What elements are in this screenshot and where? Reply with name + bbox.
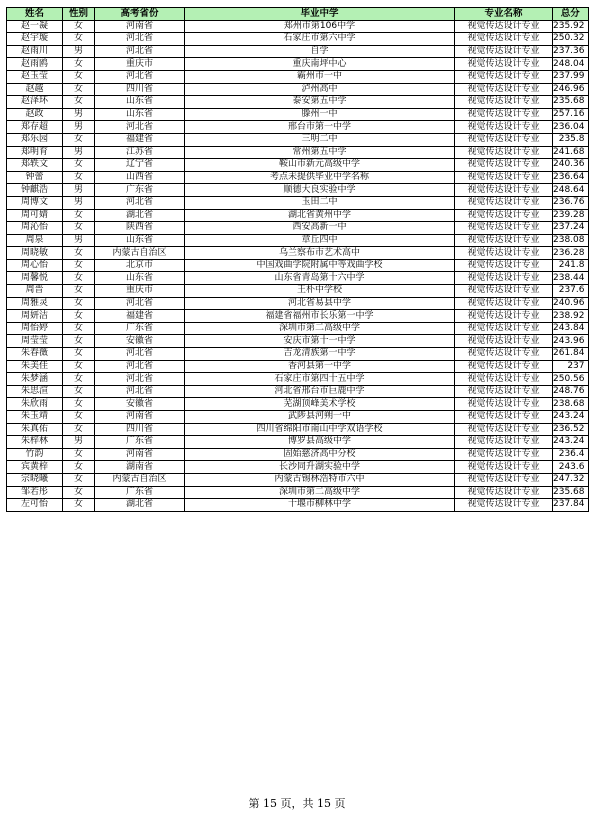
cell-province: 河北省 <box>95 70 185 83</box>
cell-major: 视觉传达设计专业 <box>455 159 553 172</box>
cell-province: 北京市 <box>95 259 185 272</box>
cell-province: 广东省 <box>95 436 185 449</box>
cell-school: 博罗县高级中学 <box>185 436 455 449</box>
cell-school: 西安高新一中 <box>185 222 455 235</box>
table-row <box>7 133 589 146</box>
table-row <box>7 398 589 411</box>
cell-name: 宗晓曦 <box>7 473 63 486</box>
table-row <box>7 108 589 121</box>
cell-gender: 女 <box>63 171 95 184</box>
cell-score: 241.8 <box>553 259 589 272</box>
cell-name: 朱春薇 <box>7 348 63 361</box>
cell-gender: 男 <box>63 108 95 121</box>
cell-school: 芜湖顶峰美术学校 <box>185 398 455 411</box>
cell-school: 常州第五中学 <box>185 146 455 159</box>
cell-score: 236.76 <box>553 196 589 209</box>
cell-major: 视觉传达设计专业 <box>455 184 553 197</box>
cell-name: 周博文 <box>7 196 63 209</box>
cell-score: 238.08 <box>553 234 589 247</box>
cell-score: 238.44 <box>553 272 589 285</box>
cell-gender: 女 <box>63 473 95 486</box>
cell-school: 四川省绵阳市南山中学双语学校 <box>185 423 455 436</box>
cell-gender: 女 <box>63 209 95 222</box>
cell-province: 河北省 <box>95 373 185 386</box>
cell-name: 周晋 <box>7 285 63 298</box>
cell-school: 自学 <box>185 45 455 58</box>
header-province: 高考省份 <box>95 8 185 21</box>
cell-gender: 女 <box>63 58 95 71</box>
cell-score: 250.56 <box>553 373 589 386</box>
table-row <box>7 499 589 512</box>
cell-name: 朱美佳 <box>7 360 63 373</box>
cell-province: 重庆市 <box>95 285 185 298</box>
cell-gender: 男 <box>63 146 95 159</box>
cell-school: 山东省青岛第十六中学 <box>185 272 455 285</box>
table-row <box>7 20 589 33</box>
cell-gender: 女 <box>63 20 95 33</box>
table-row <box>7 222 589 235</box>
cell-name: 钟蕾 <box>7 171 63 184</box>
cell-province: 福建省 <box>95 310 185 323</box>
cell-name: 赵越 <box>7 83 63 96</box>
cell-score: 240.36 <box>553 159 589 172</box>
cell-province: 湖北省 <box>95 499 185 512</box>
cell-score: 237.99 <box>553 70 589 83</box>
cell-name: 郑存超 <box>7 121 63 134</box>
cell-school: 鞍山市新元高级中学 <box>185 159 455 172</box>
cell-score: 248.04 <box>553 58 589 71</box>
table-row <box>7 473 589 486</box>
cell-school: 石家庄市第六中学 <box>185 33 455 46</box>
cell-major: 视觉传达设计专业 <box>455 385 553 398</box>
cell-province: 山东省 <box>95 108 185 121</box>
cell-school: 邢台市第一中学 <box>185 121 455 134</box>
cell-school: 顺德大良实验中学 <box>185 184 455 197</box>
cell-province: 河北省 <box>95 121 185 134</box>
cell-major: 视觉传达设计专业 <box>455 234 553 247</box>
cell-gender: 女 <box>63 373 95 386</box>
cell-name: 朱玉靖 <box>7 411 63 424</box>
cell-province: 广东省 <box>95 322 185 335</box>
cell-province: 山东省 <box>95 272 185 285</box>
cell-score: 236.04 <box>553 121 589 134</box>
cell-province: 广东省 <box>95 184 185 197</box>
cell-name: 周沁怡 <box>7 222 63 235</box>
cell-major: 视觉传达设计专业 <box>455 285 553 298</box>
table-row <box>7 486 589 499</box>
cell-gender: 女 <box>63 247 95 260</box>
table-row <box>7 348 589 361</box>
cell-gender: 女 <box>63 33 95 46</box>
cell-gender: 女 <box>63 222 95 235</box>
cell-school: 王朴中学校 <box>185 285 455 298</box>
cell-score: 246.96 <box>553 83 589 96</box>
cell-school: 固始慈济高中分校 <box>185 448 455 461</box>
cell-score: 257.16 <box>553 108 589 121</box>
cell-name: 周心怡 <box>7 259 63 272</box>
cell-gender: 女 <box>63 335 95 348</box>
cell-gender: 女 <box>63 272 95 285</box>
cell-province: 陕西省 <box>95 222 185 235</box>
cell-major: 视觉传达设计专业 <box>455 411 553 424</box>
cell-major: 视觉传达设计专业 <box>455 171 553 184</box>
cell-province: 山东省 <box>95 234 185 247</box>
table-row <box>7 385 589 398</box>
table-row <box>7 96 589 109</box>
cell-gender: 女 <box>63 259 95 272</box>
table-row <box>7 196 589 209</box>
cell-score: 243.84 <box>553 322 589 335</box>
cell-score: 235.8 <box>553 133 589 146</box>
cell-major: 视觉传达设计专业 <box>455 20 553 33</box>
table-row <box>7 436 589 449</box>
cell-province: 河北省 <box>95 196 185 209</box>
cell-major: 视觉传达设计专业 <box>455 209 553 222</box>
cell-name: 钟麒浩 <box>7 184 63 197</box>
cell-school: 长沙同升湖实验中学 <box>185 461 455 474</box>
cell-province: 江苏省 <box>95 146 185 159</box>
cell-school: 深圳市第二高级中学 <box>185 486 455 499</box>
table-row <box>7 33 589 46</box>
cell-school: 安庆市第十一中学 <box>185 335 455 348</box>
cell-name: 周晓敏 <box>7 247 63 260</box>
table-row <box>7 448 589 461</box>
cell-major: 视觉传达设计专业 <box>455 146 553 159</box>
cell-major: 视觉传达设计专业 <box>455 33 553 46</box>
cell-province: 河北省 <box>95 348 185 361</box>
cell-name: 朱思渲 <box>7 385 63 398</box>
cell-score: 237.84 <box>553 499 589 512</box>
cell-name: 赵一凝 <box>7 20 63 33</box>
cell-school: 十堰市柳林中学 <box>185 499 455 512</box>
cell-major: 视觉传达设计专业 <box>455 473 553 486</box>
cell-gender: 女 <box>63 499 95 512</box>
header-school: 毕业中学 <box>185 8 455 21</box>
cell-name: 赵宇璇 <box>7 33 63 46</box>
cell-name: 朱梓林 <box>7 436 63 449</box>
table-row <box>7 121 589 134</box>
table-row <box>7 83 589 96</box>
cell-gender: 女 <box>63 70 95 83</box>
cell-name: 朱欣雨 <box>7 398 63 411</box>
page-footer: 第 15 页，共 15 页 <box>248 797 346 810</box>
cell-score: 236.64 <box>553 171 589 184</box>
cell-major: 视觉传达设计专业 <box>455 247 553 260</box>
cell-gender: 女 <box>63 448 95 461</box>
cell-province: 山东省 <box>95 96 185 109</box>
cell-major: 视觉传达设计专业 <box>455 360 553 373</box>
cell-school: 玉田二中 <box>185 196 455 209</box>
cell-name: 郑轶文 <box>7 159 63 172</box>
cell-score: 235.68 <box>553 486 589 499</box>
cell-major: 视觉传达设计专业 <box>455 196 553 209</box>
table-row <box>7 461 589 474</box>
cell-gender: 女 <box>63 83 95 96</box>
header-name: 姓名 <box>7 8 63 21</box>
cell-province: 四川省 <box>95 423 185 436</box>
cell-gender: 女 <box>63 159 95 172</box>
table-row <box>7 58 589 71</box>
cell-province: 河北省 <box>95 33 185 46</box>
admission-score-table <box>6 7 589 512</box>
cell-name: 周妍洁 <box>7 310 63 323</box>
cell-major: 视觉传达设计专业 <box>455 448 553 461</box>
cell-school: 湖北省黄州中学 <box>185 209 455 222</box>
table-row <box>7 297 589 310</box>
cell-score: 248.64 <box>553 184 589 197</box>
cell-province: 安徽省 <box>95 398 185 411</box>
cell-school: 内蒙古锡林浩特市六中 <box>185 473 455 486</box>
cell-school: 河北省易县中学 <box>185 297 455 310</box>
cell-name: 周怡婷 <box>7 322 63 335</box>
cell-gender: 女 <box>63 461 95 474</box>
cell-name: 竹韵 <box>7 448 63 461</box>
cell-name: 郑明育 <box>7 146 63 159</box>
cell-major: 视觉传达设计专业 <box>455 461 553 474</box>
table-row <box>7 272 589 285</box>
cell-gender: 女 <box>63 133 95 146</box>
cell-name: 赵雨鸥 <box>7 58 63 71</box>
cell-province: 内蒙古自治区 <box>95 247 185 260</box>
cell-major: 视觉传达设计专业 <box>455 272 553 285</box>
cell-school: 福建省福州市长乐第一中学 <box>185 310 455 323</box>
cell-gender: 女 <box>63 423 95 436</box>
table-row <box>7 247 589 260</box>
cell-major: 视觉传达设计专业 <box>455 398 553 411</box>
table-row <box>7 411 589 424</box>
cell-province: 河南省 <box>95 20 185 33</box>
cell-school: 吉龙清族第一中学 <box>185 348 455 361</box>
cell-name: 周馨悦 <box>7 272 63 285</box>
cell-gender: 女 <box>63 96 95 109</box>
cell-gender: 女 <box>63 411 95 424</box>
cell-gender: 女 <box>63 360 95 373</box>
cell-school: 石家庄市第四十五中学 <box>185 373 455 386</box>
table-row <box>7 373 589 386</box>
cell-score: 243.24 <box>553 436 589 449</box>
cell-name: 赵雨川 <box>7 45 63 58</box>
cell-score: 236.52 <box>553 423 589 436</box>
header-major: 专业名称 <box>455 8 553 21</box>
cell-score: 237.6 <box>553 285 589 298</box>
cell-score: 237.24 <box>553 222 589 235</box>
table-row <box>7 360 589 373</box>
cell-province: 安徽省 <box>95 335 185 348</box>
header-row <box>7 8 589 21</box>
cell-school: 深圳市第二高级中学 <box>185 322 455 335</box>
cell-province: 辽宁省 <box>95 159 185 172</box>
table-row <box>7 146 589 159</box>
cell-province: 内蒙古自治区 <box>95 473 185 486</box>
cell-gender: 男 <box>63 196 95 209</box>
cell-school: 香河县第一中学 <box>185 360 455 373</box>
cell-school: 滕州一中 <box>185 108 455 121</box>
cell-school: 三明二中 <box>185 133 455 146</box>
table-row <box>7 234 589 247</box>
cell-gender: 女 <box>63 398 95 411</box>
cell-gender: 女 <box>63 322 95 335</box>
cell-gender: 女 <box>63 348 95 361</box>
table-row <box>7 45 589 58</box>
cell-major: 视觉传达设计专业 <box>455 486 553 499</box>
cell-score: 237.36 <box>553 45 589 58</box>
cell-province: 湖南省 <box>95 461 185 474</box>
cell-province: 湖北省 <box>95 209 185 222</box>
cell-score: 238.92 <box>553 310 589 323</box>
cell-score: 235.92 <box>553 20 589 33</box>
cell-score: 248.76 <box>553 385 589 398</box>
cell-gender: 男 <box>63 234 95 247</box>
cell-school: 郑州市第106中学 <box>185 20 455 33</box>
cell-name: 郑乐园 <box>7 133 63 146</box>
cell-gender: 女 <box>63 297 95 310</box>
cell-score: 243.24 <box>553 411 589 424</box>
cell-major: 视觉传达设计专业 <box>455 423 553 436</box>
cell-major: 视觉传达设计专业 <box>455 297 553 310</box>
cell-score: 240.96 <box>553 297 589 310</box>
cell-name: 赵玉莹 <box>7 70 63 83</box>
cell-score: 250.32 <box>553 33 589 46</box>
cell-name: 周可婧 <box>7 209 63 222</box>
cell-school: 中国戏曲学院附属中等戏曲学校 <box>185 259 455 272</box>
cell-school: 泰安第五中学 <box>185 96 455 109</box>
cell-gender: 女 <box>63 285 95 298</box>
cell-major: 视觉传达设计专业 <box>455 322 553 335</box>
cell-name: 赵泽环 <box>7 96 63 109</box>
cell-school: 武陟县河朔一中 <box>185 411 455 424</box>
cell-name: 左可怡 <box>7 499 63 512</box>
cell-name: 邹若彤 <box>7 486 63 499</box>
cell-name: 周雅灵 <box>7 297 63 310</box>
cell-school: 重庆南坪中心 <box>185 58 455 71</box>
table-row <box>7 209 589 222</box>
cell-province: 河北省 <box>95 385 185 398</box>
cell-province: 河北省 <box>95 45 185 58</box>
cell-major: 视觉传达设计专业 <box>455 121 553 134</box>
cell-score: 261.84 <box>553 348 589 361</box>
cell-province: 四川省 <box>95 83 185 96</box>
cell-major: 视觉传达设计专业 <box>455 70 553 83</box>
cell-province: 山西省 <box>95 171 185 184</box>
cell-gender: 女 <box>63 385 95 398</box>
cell-major: 视觉传达设计专业 <box>455 436 553 449</box>
cell-school: 乌兰察布市艺术高中 <box>185 247 455 260</box>
cell-score: 239.28 <box>553 209 589 222</box>
table-row <box>7 70 589 83</box>
cell-province: 河北省 <box>95 297 185 310</box>
cell-major: 视觉传达设计专业 <box>455 96 553 109</box>
table-row <box>7 159 589 172</box>
cell-gender: 男 <box>63 436 95 449</box>
cell-province: 福建省 <box>95 133 185 146</box>
cell-province: 河南省 <box>95 411 185 424</box>
cell-major: 视觉传达设计专业 <box>455 222 553 235</box>
cell-score: 235.68 <box>553 96 589 109</box>
cell-name: 赵政 <box>7 108 63 121</box>
header-score: 总分 <box>553 8 589 21</box>
cell-score: 236.4 <box>553 448 589 461</box>
cell-school: 章丘四中 <box>185 234 455 247</box>
cell-major: 视觉传达设计专业 <box>455 310 553 323</box>
cell-major: 视觉传达设计专业 <box>455 58 553 71</box>
cell-name: 朱真佑 <box>7 423 63 436</box>
cell-score: 237 <box>553 360 589 373</box>
cell-score: 241.68 <box>553 146 589 159</box>
cell-major: 视觉传达设计专业 <box>455 348 553 361</box>
table-row <box>7 335 589 348</box>
cell-gender: 男 <box>63 184 95 197</box>
cell-gender: 女 <box>63 310 95 323</box>
header-gender: 性别 <box>63 8 95 21</box>
cell-score: 243.96 <box>553 335 589 348</box>
cell-gender: 女 <box>63 486 95 499</box>
cell-score: 238.68 <box>553 398 589 411</box>
cell-school: 泸州高中 <box>185 83 455 96</box>
cell-province: 重庆市 <box>95 58 185 71</box>
cell-major: 视觉传达设计专业 <box>455 335 553 348</box>
cell-score: 247.32 <box>553 473 589 486</box>
cell-major: 视觉传达设计专业 <box>455 108 553 121</box>
table-row <box>7 171 589 184</box>
cell-province: 河南省 <box>95 448 185 461</box>
table-row <box>7 184 589 197</box>
cell-school: 河北省邢台市巨鹿中学 <box>185 385 455 398</box>
cell-province: 广东省 <box>95 486 185 499</box>
cell-school: 考点未提供毕业中学名称 <box>185 171 455 184</box>
cell-score: 243.6 <box>553 461 589 474</box>
cell-name: 朱梦涵 <box>7 373 63 386</box>
table-row <box>7 259 589 272</box>
cell-school: 霸州市一中 <box>185 70 455 83</box>
cell-major: 视觉传达设计专业 <box>455 499 553 512</box>
cell-name: 周泉 <box>7 234 63 247</box>
cell-major: 视觉传达设计专业 <box>455 45 553 58</box>
cell-major: 视觉传达设计专业 <box>455 373 553 386</box>
cell-major: 视觉传达设计专业 <box>455 259 553 272</box>
cell-major: 视觉传达设计专业 <box>455 83 553 96</box>
table-row <box>7 285 589 298</box>
table-row <box>7 310 589 323</box>
cell-gender: 男 <box>63 45 95 58</box>
cell-province: 河北省 <box>95 360 185 373</box>
cell-name: 宾黄梓 <box>7 461 63 474</box>
table-row <box>7 322 589 335</box>
cell-major: 视觉传达设计专业 <box>455 133 553 146</box>
table-row <box>7 423 589 436</box>
cell-name: 周莹莹 <box>7 335 63 348</box>
cell-gender: 男 <box>63 121 95 134</box>
cell-score: 236.28 <box>553 247 589 260</box>
